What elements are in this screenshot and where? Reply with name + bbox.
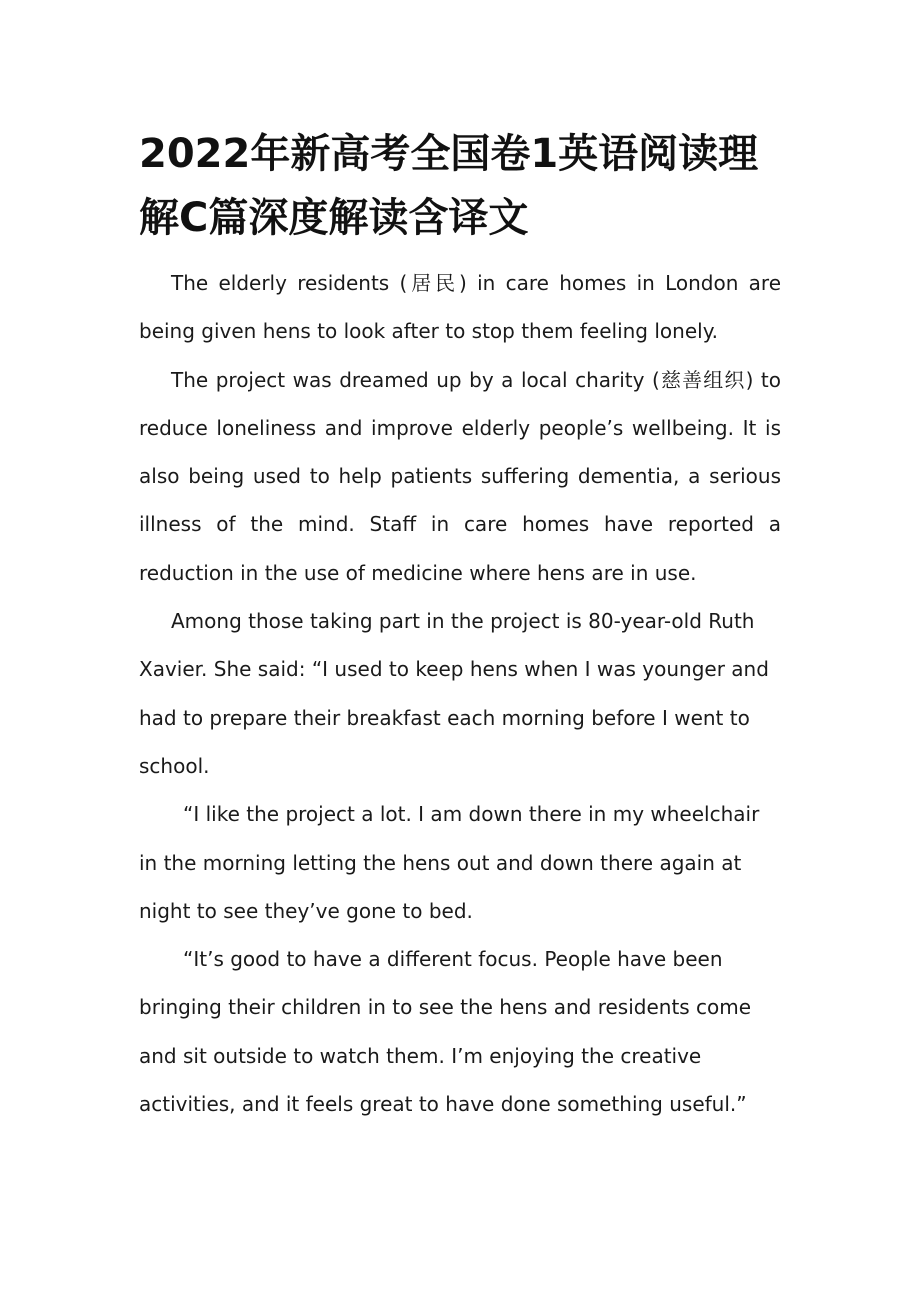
document-page (139, 122, 781, 1128)
paragraph-1: The elderly residents (居民) in care homes in London are being given hens to look after to stop them feeling lonely. (139, 271, 781, 344)
paragraph-2: The project was dreamed up by a local charity (慈善组织) to reduce loneliness and improve elderly people’s wellbeing. It is also being used to help patients suffering dementia, a serious illness of the mind. Staff in care homes have reported a reduction in the use of medicine where hens are in use. (139, 367, 781, 585)
paragraph-3: Among those taking part in the project is 80-year-old Ruth Xavier. She said: “I used to keep hens when I was younger and had to prepare their breakfast each morning before I went to school. (139, 609, 769, 778)
paragraph-5: “It’s good to have a different focus. People have been bringing their children in to see the hens and residents come and sit outside to watch them. I’m enjoying the creative activities, and it feels great to have done something useful.” (139, 947, 752, 1117)
paragraph-4: “I like the project a lot. I am down there in my wheelchair in the morning letting the hens out and down there again at night to see they’ve gone to bed. (139, 802, 760, 923)
document-title: 2022年新高考全国卷1英语阅读理解C篇深度解读含译文 (139, 131, 759, 241)
